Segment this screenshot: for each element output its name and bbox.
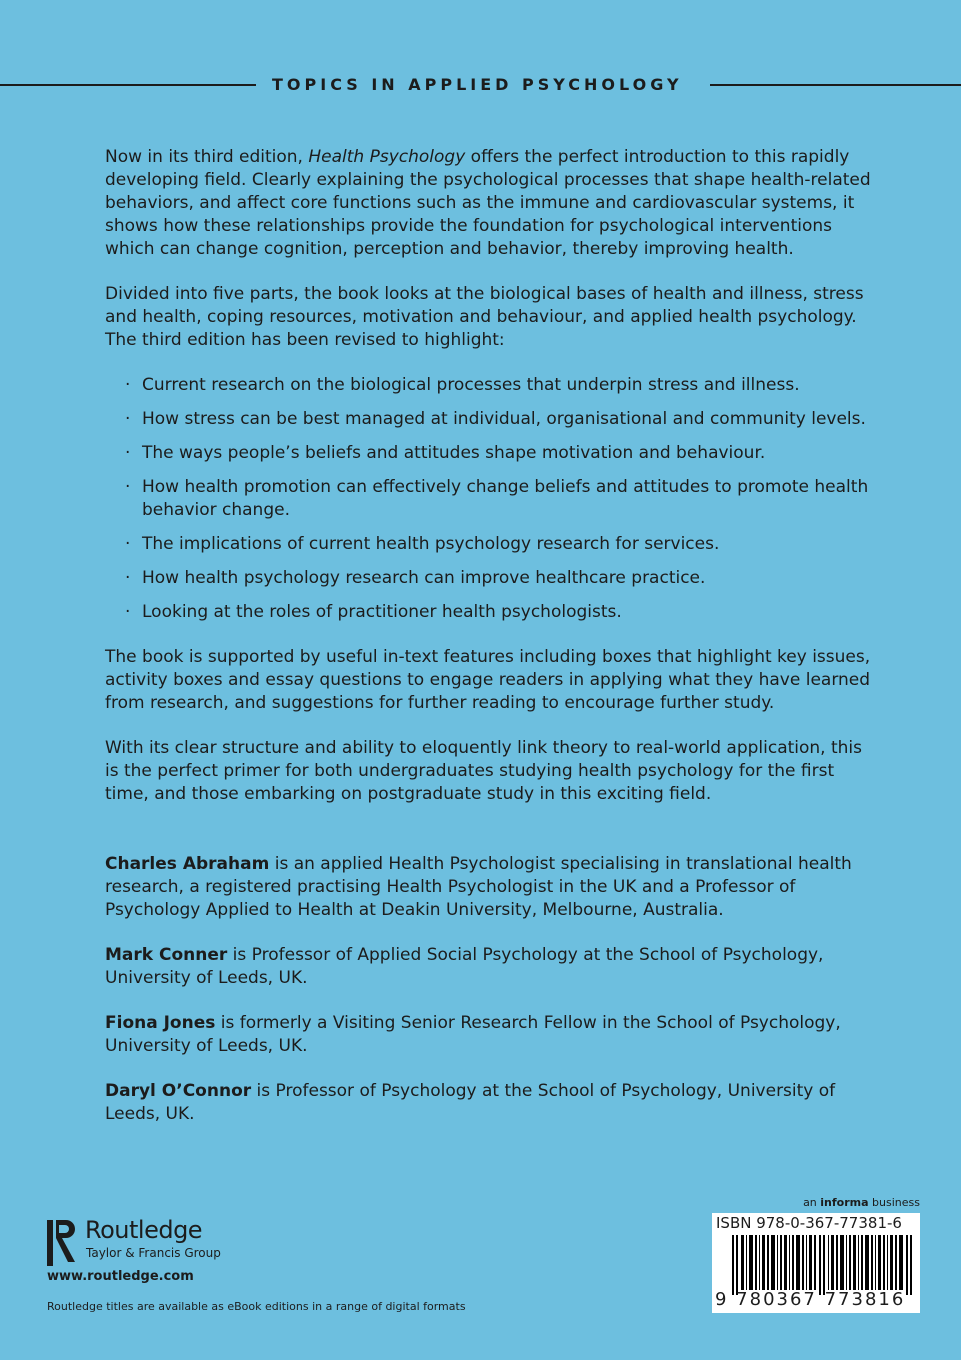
list-item: · Current research on the biological processes that underpin stress and illness. (125, 375, 800, 395)
bullet-icon: · (125, 443, 131, 463)
author-bio: Mark Conner is Professor of Applied Social Psychology at the School of Psychology, University of Leeds, UK. (105, 945, 824, 988)
author-name: Mark Conner (105, 945, 228, 965)
bullet-icon: · (125, 375, 131, 395)
publisher-logo (47, 1212, 347, 1272)
list-item: · How stress can be best managed at individual, organisational and community levels. (125, 409, 866, 429)
list-item: · How health psychology research can improve healthcare practice. (125, 568, 706, 588)
author-bio: Charles Abraham is an applied Health Psychologist specialising in translational health research, a registered practising Health Psychologist in the UK and a Professor of Psychology Applied to Health at Deakin University, Melbourne, Australia. (105, 854, 852, 920)
blurb-intro: Now in its third edition, Health Psychology offers the perfect introduction to this rapidly developing field. Clearly explaining the psychological processes that shape health-related behaviors, and affect core functions such as the immune and cardiovascular systems, it shows how these relationships provide the foundation for psychological interventions which can change cognition, perception and behavior, thereby improving health. (105, 147, 871, 259)
bullet-icon: · (125, 534, 131, 554)
blurb-features: The book is supported by useful in-text features including boxes that highlight key issues, activity boxes and essay questions to engage readers in applying what they have learned from research, and suggestions for further reading to encourage further study. (105, 647, 871, 713)
author-name: Fiona Jones (105, 1013, 216, 1033)
series-rule-right (710, 84, 961, 86)
barcode-digits: 9 780367 773816 (715, 1289, 906, 1310)
routledge-logo-icon (47, 1216, 79, 1268)
publisher-url: www.routledge.com (47, 1269, 194, 1284)
barcode-panel (712, 1213, 920, 1313)
series-header (0, 74, 961, 96)
author-bio: Daryl O’Connor is Professor of Psychology at the School of Psychology, University of Leeds, UK. (105, 1081, 836, 1124)
bullet-icon: · (125, 409, 131, 429)
barcode-icon (732, 1235, 912, 1295)
informa-tagline: an informa business (803, 1196, 920, 1209)
author-name: Charles Abraham (105, 854, 270, 874)
bullet-icon: · (125, 568, 131, 588)
bullet-icon: · (125, 602, 131, 622)
list-item: · How health promotion can effectively change beliefs and attitudes to promote health behavior change. (125, 477, 869, 520)
blurb-closing: With its clear structure and ability to eloquently link theory to real-world application, this is the perfect primer for both undergraduates studying health psychology for the first time, and those embarking on postgraduate study in this exciting field. (105, 738, 862, 804)
list-item: · Looking at the roles of practitioner health psychologists. (125, 602, 622, 622)
series-title: TOPICS IN APPLIED PSYCHOLOGY (272, 75, 683, 94)
book-title: Health Psychology (308, 147, 466, 167)
publisher-group: Taylor & Francis Group (86, 1246, 221, 1260)
bullet-icon: · (125, 477, 131, 497)
list-item: · The implications of current health psychology research for services. (125, 534, 720, 554)
author-name: Daryl O’Connor (105, 1081, 252, 1101)
blurb (105, 146, 875, 828)
publisher-name: Routledge (85, 1216, 203, 1244)
author-bio: Fiona Jones is formerly a Visiting Senior Research Fellow in the School of Psychology, University of Leeds, UK. (105, 1013, 841, 1056)
blurb-parts: Divided into five parts, the book looks at the biological bases of health and illness, stress and health, coping resources, motivation and behaviour, and applied health psychology. The third edition has been revised to highlight: (105, 284, 864, 350)
list-item: · The ways people’s beliefs and attitudes shape motivation and behaviour. (125, 443, 766, 463)
isbn-text: ISBN 978-0-367-77381-6 (716, 1214, 902, 1232)
informa-brand: informa (820, 1196, 869, 1209)
ebook-note: Routledge titles are available as eBook editions in a range of digital formats (47, 1300, 466, 1313)
highlights-list (105, 374, 875, 624)
author-bios (105, 853, 875, 1148)
series-rule-left (0, 84, 256, 86)
